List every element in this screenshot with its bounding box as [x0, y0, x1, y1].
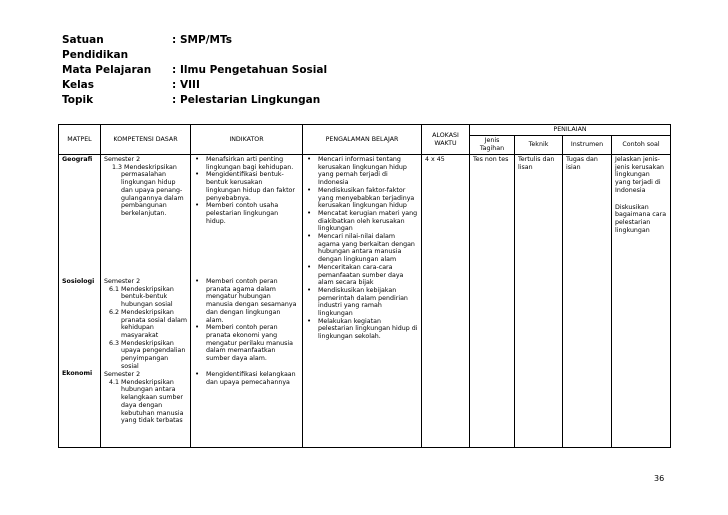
header-row-mapel: Mata Pelajaran : Ilmu Pengetahuan Sosial	[62, 64, 328, 76]
kd-geografi-semester: Semester 2	[104, 156, 141, 163]
kd-sosiologi-item-2: 6.2 Mendeskripsikan pranata sosial dalam kehidupan masyarakat	[109, 308, 187, 339]
col-header-kompetensi: KOMPETENSI DASAR	[101, 125, 191, 155]
col-header-contoh: Contoh soal	[612, 136, 671, 155]
matpel-cell	[59, 155, 101, 448]
indikator-sosiologi-1: • Memberi contoh peran pranata agama dalam mengatur hubungan manusia dengan sesamanya dan dengan lingkungan alam.	[194, 278, 299, 324]
matpel-geografi: Geografi	[62, 156, 93, 163]
instrumen-cell: Tugas dan isian	[563, 155, 612, 448]
table-header-row	[59, 125, 671, 136]
header-value-kelas: VIII	[180, 79, 200, 91]
pengalaman-sosiologi-2: • Mendiskusikan kebijakan pemerintah dalam pendirian industri yang ramah lingkungan	[306, 287, 418, 318]
pengalaman-sosiologi-3: • Melakukan kegiatan pelestarian lingkungan hidup di lingkungan sekolah.	[306, 318, 418, 341]
document-header	[62, 33, 327, 108]
header-row-kelas: Kelas : VIII	[62, 79, 200, 91]
alokasi-cell: 4 x 45	[422, 155, 470, 448]
kd-ekonomi-item: 4.1 Mendeskripsikan hubungan antara kelangkaan sumber daya dengan kebutuhan manusia yang tidak terbatas	[109, 378, 184, 425]
pengalaman-geografi-1: • Mencari informasi tentang kerusakan lingkungan hidup yang pernah terjadi di Indonesia	[306, 156, 418, 187]
pengalaman-geografi-3: • Mencatat kerugian materi yang diakibatkan oleh kerusakan lingkungan	[306, 210, 418, 233]
indikator-sosiologi-2: • Memberi contoh peran pranata ekonomi yang mengatur perilaku manusia dalam memanfaatkan sumber daya alam.	[194, 324, 299, 363]
kd-ekonomi-semester: Semester 2	[104, 371, 141, 378]
header-value-mapel: Ilmu Pengetahuan Sosial	[180, 64, 328, 76]
indikator-cell	[191, 155, 303, 448]
teknik-cell: Tertulis dan lisan	[515, 155, 563, 448]
col-header-jenis: Jenis Tagihan	[470, 136, 515, 155]
col-header-penilaian: PENILAIAN	[470, 125, 671, 136]
indikator-geografi-1: • Menafsirkan arti penting lingkungan bagi kehidupan.	[194, 156, 299, 171]
matpel-ekonomi: Ekonomi	[62, 370, 93, 378]
contoh-soal-2: Diskusikan bagaimana cara pelestarian lingkungan	[615, 203, 667, 234]
kd-sosiologi-item-3: 6.3 Mendeskripsikan upaya pengendalian penyimpangan sosial	[109, 339, 186, 370]
jenis-cell: Tes non tes	[470, 155, 515, 448]
col-header-matpel: MATPEL	[59, 125, 101, 155]
indikator-geografi-2: • Mengidentifikasi bentuk-bentuk kerusakan lingkungan hidup dan faktor penyebabnya.	[194, 171, 299, 202]
header-value-satuan: SMP/MTs	[180, 34, 233, 46]
col-header-indikator: INDIKATOR	[191, 125, 303, 155]
header-value-topik: Pelestarian Lingkungan	[180, 94, 321, 106]
contoh-cell	[612, 155, 671, 448]
kompetensi-cell	[101, 155, 191, 448]
col-header-alokasi: ALOKASI WAKTU	[422, 125, 470, 155]
table-row	[59, 155, 671, 448]
col-header-pengalaman: PENGALAMAN BELAJAR	[303, 125, 422, 155]
kd-geografi-item: 1.3 Mendeskripsikan permasalahan lingkungan hidup dan upaya penang-gulangannya dalam pembangunan berkelanjutan.	[112, 163, 184, 217]
indikator-ekonomi-1: • Mengidentifikasi kelangkaan dan upaya pemecahannya	[194, 371, 299, 386]
header-row-topik: Topik : Pelestarian Lingkungan	[62, 94, 321, 106]
indikator-geografi-3: • Memberi contoh usaha pelestarian lingkungan hidup.	[194, 202, 299, 225]
pengalaman-geografi-4: • Mencari nilai-nilai dalam agama yang berkaitan dengan hubungan antara manusia dengan lingkungan alam	[306, 233, 418, 264]
col-header-instrumen: Instrumen	[563, 136, 612, 155]
pengalaman-cell	[303, 155, 422, 448]
matpel-sosiologi: Sosiologi	[62, 277, 95, 285]
syllabus-table	[58, 124, 671, 448]
pengalaman-sosiologi-1: • Menceritakan cara-cara pemanfaatan sumber daya alam secara bijak	[306, 264, 418, 287]
header-row-satuan: Satuan Pendidikan : SMP/MTs	[62, 34, 233, 61]
col-header-teknik: Teknik	[515, 136, 563, 155]
kd-sosiologi-item-1: 6.1 Mendeskripsikan bentuk-bentuk hubungan sosial	[109, 285, 174, 309]
contoh-soal-1: Jelaskan jenis-jenis kerusakan lingkungan yang terjadi di Indonesia	[615, 156, 665, 194]
page-number: 36	[654, 474, 665, 483]
pengalaman-geografi-2: • Mendiskusikan faktor-faktor yang menyebabkan terjadinya kerusakan lingkungan hidup	[306, 187, 418, 210]
kd-sosiologi-semester: Semester 2	[104, 278, 141, 285]
